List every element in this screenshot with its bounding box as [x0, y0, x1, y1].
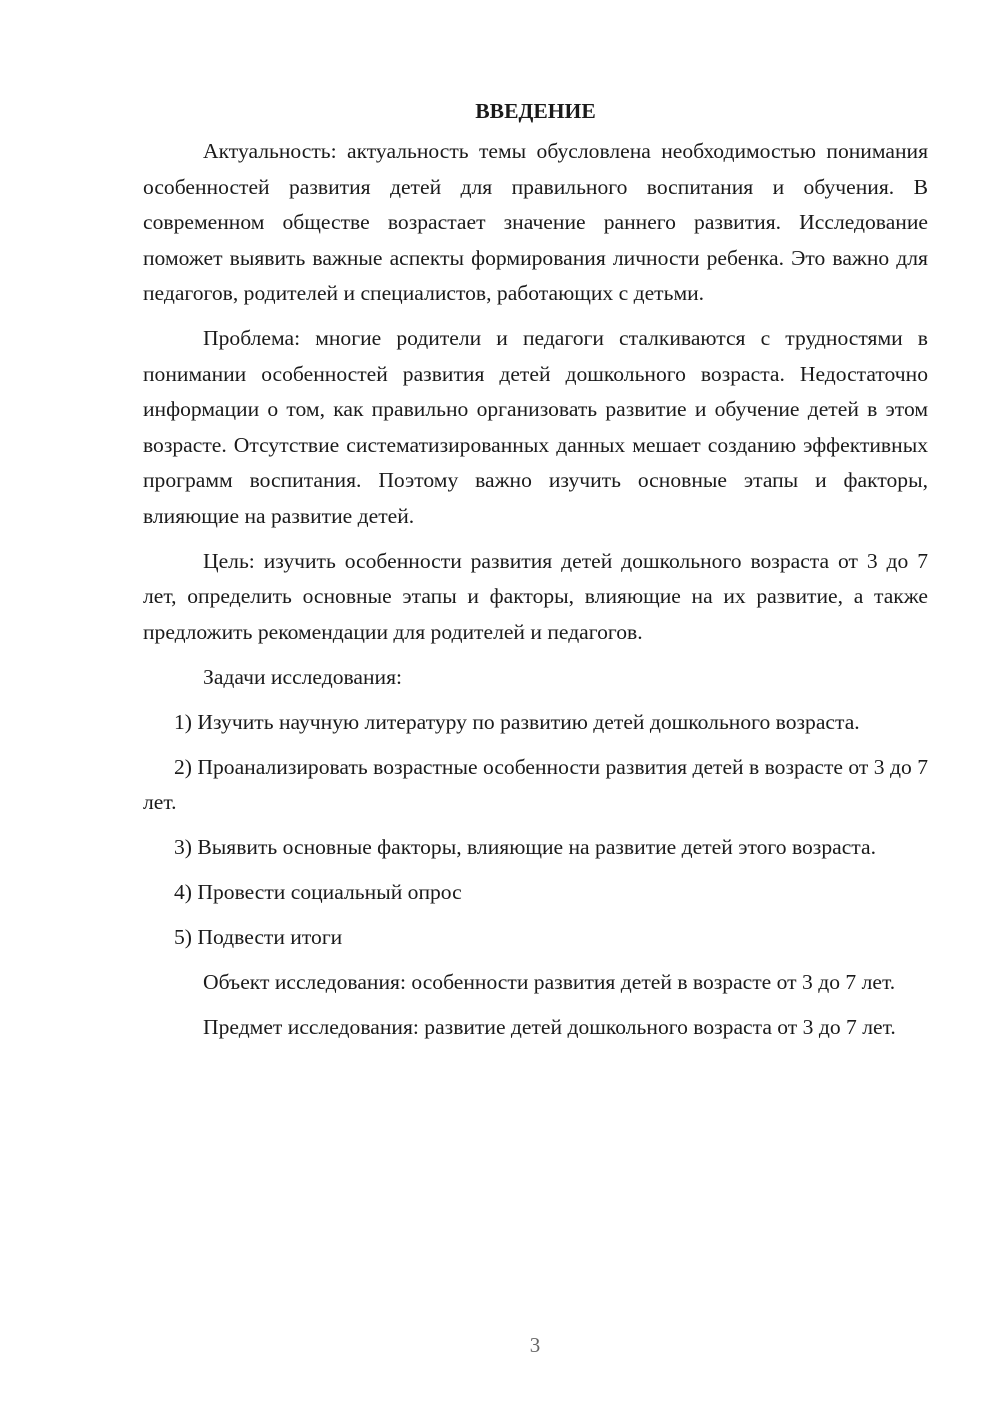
task-item-1: 1) Изучить научную литературу по развитию детей дошкольного возраста. [174, 709, 860, 734]
paragraph-subject: Предмет исследования: развитие детей дошкольного возраста от 3 до 7 лет. [203, 1015, 896, 1039]
page-body [143, 96, 928, 1055]
task-item-5: 5) Подвести итоги [174, 925, 343, 949]
paragraph-goal: Цель: изучить особенности развития детей дошкольного возраста от 3 до 7 лет, определить основные этапы и факторы, влияющие на их развитие, а также предложить рекомендации для родителей и педагогов. [143, 548, 928, 644]
page-number: 3 [529, 1333, 541, 1357]
paragraph-object: Объект исследования: особенности развития детей в возрасте от 3 до 7 лет. [203, 970, 896, 994]
task-item-4: 4) Провести социальный опрос [174, 880, 462, 904]
paragraph-relevance: Актуальность: актуальность темы обусловлена необходимостью понимания особенностей развития детей для правильного воспитания и обучения. В современном обществе возрастает значение раннего развития. Исследование поможет выявить важные аспекты формирования личности ребенка. Это важно для педагогов, родителей и специалистов, работающих с детьми. [143, 139, 928, 305]
page-heading: ВВЕДЕНИЕ [475, 99, 596, 123]
paragraph-problem: Проблема: многие родители и педагоги сталкиваются с трудностями в понимании особенностей развития детей дошкольного возраста. Недостаточно информации о том, как правильно организовать развитие и обучение детей в этом возрасте. Отсутствие систематизированных данных мешает созданию эффективных программ воспитания. Поэтому важно изучить основные этапы и факторы, влияющие на развитие детей. [143, 326, 928, 528]
task-item-3: 3) Выявить основные факторы, влияющие на развитие детей этого возраста. [174, 835, 876, 859]
tasks-heading: Задачи исследования: [203, 664, 403, 689]
task-item-2: 2) Проанализировать возрастные особенности развития детей в возрасте от 3 до 7 лет. [143, 754, 928, 814]
